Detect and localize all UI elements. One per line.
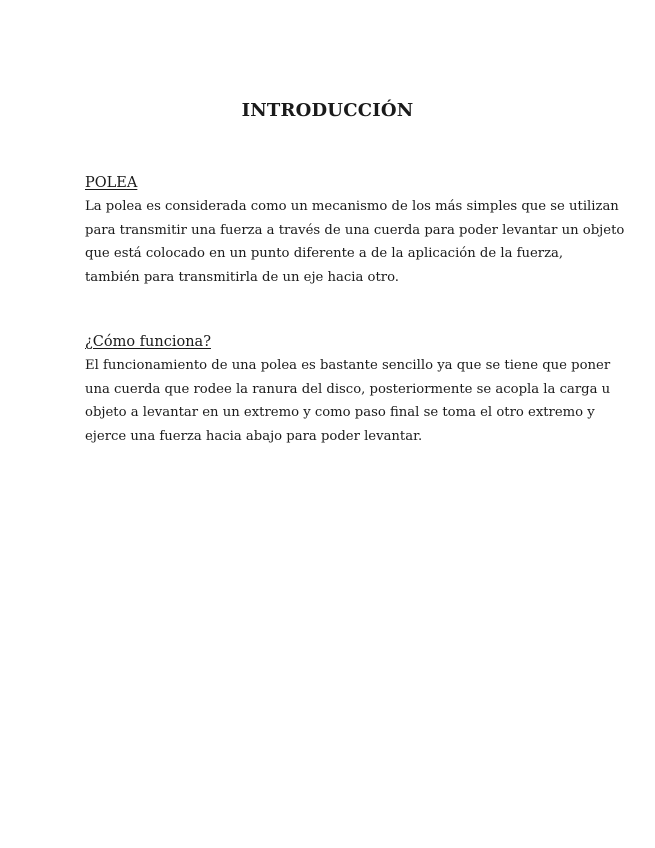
paragraph-line: objeto a levantar en un extremo y como paso final se toma el otro extremo y [85,405,595,421]
paragraph-line: también para transmitirla de un eje hacia otro. [85,269,399,285]
page-title: INTRODUCCIÓN [241,100,414,121]
section-polea [85,173,625,289]
paragraph-line: La polea es considerada como un mecanismo de los más simples que se utilizan [85,199,619,214]
paragraph-line: El funcionamiento de una polea es bastante sencillo ya que se tiene que poner [85,358,611,373]
paragraph-line: una cuerda que rodee la ranura del disco, posteriormente se acopla la carga u [85,381,611,397]
section-heading-polea: POLEA [85,175,138,191]
paragraph-line: que está colocado en un punto diferente a de la aplicación de la fuerza, [85,246,564,262]
section-heading-como-funciona: ¿Cómo funciona? [85,334,211,350]
paragraph-line: para transmitir una fuerza a través de una cuerda para poder levantar un objeto [85,222,625,238]
section-paragraph-polea [85,195,625,289]
paragraph-line: ejerce una fuerza hacia abajo para poder levantar. [85,428,423,444]
section-como-funciona [85,332,611,448]
section-paragraph-como-funciona [85,354,611,448]
